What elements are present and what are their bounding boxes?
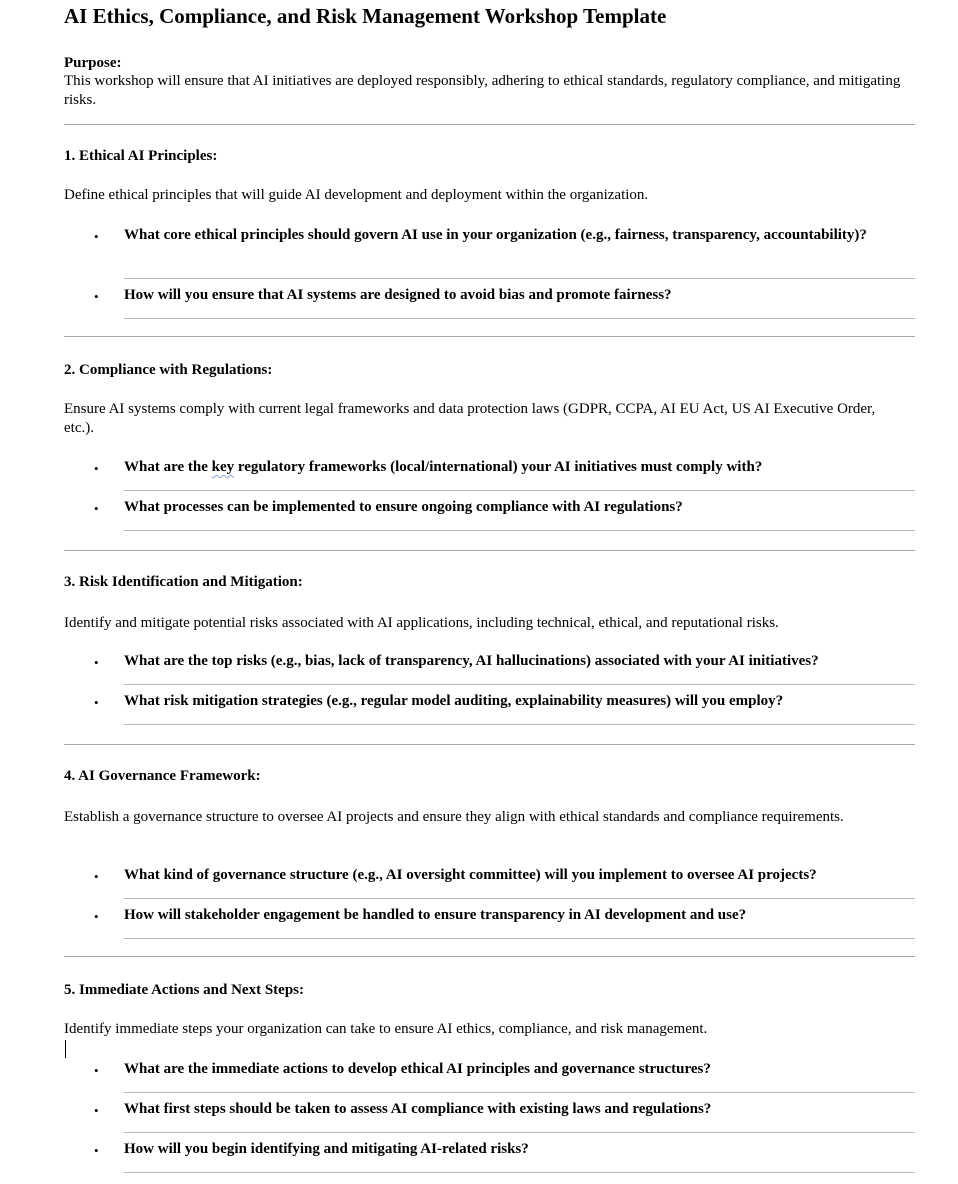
question-4-1: What kind of governance structure (e.g., AI oversight committee) will you implement to oversee AI projects? bbox=[124, 867, 817, 883]
bullet: • bbox=[94, 909, 99, 924]
answer-line-4-2[interactable] bbox=[124, 938, 915, 939]
section-1-description: Define ethical principles that will guide AI development and deployment within the organization. bbox=[64, 187, 649, 203]
question-4-2: How will stakeholder engagement be handled to ensure transparency in AI development and use? bbox=[124, 907, 747, 923]
question-1-2: How will you ensure that AI systems are designed to avoid bias and promote fairness? bbox=[124, 287, 672, 303]
bullet: • bbox=[94, 1103, 99, 1118]
section-divider bbox=[64, 956, 915, 957]
answer-line-5-3[interactable] bbox=[124, 1172, 915, 1173]
question-2-2: What processes can be implemented to ensure ongoing compliance with AI regulations? bbox=[124, 499, 683, 515]
section-4-description: Establish a governance structure to oversee AI projects and ensure they align with ethical standards and compliance requirements. bbox=[64, 809, 844, 825]
section-4-title: 4. AI Governance Framework: bbox=[64, 768, 261, 784]
document-title: AI Ethics, Compliance, and Risk Management Workshop Template bbox=[64, 4, 667, 28]
answer-line-1-2[interactable] bbox=[124, 318, 915, 319]
question-2-1-prefix: What are the bbox=[124, 459, 212, 475]
section-5-title: 5. Immediate Actions and Next Steps: bbox=[64, 982, 304, 998]
section-2-description: Ensure AI systems comply with current legal frameworks and data protection laws (GDPR, CCPA, AI EU Act, US AI Executive Order, etc.). bbox=[64, 401, 876, 436]
question-2-1-suffix: regulatory frameworks (local/international) your AI initiatives must comply with? bbox=[234, 459, 763, 475]
bullet: • bbox=[94, 461, 99, 476]
bullet: • bbox=[94, 1143, 99, 1158]
question-2-1 bbox=[124, 457, 924, 477]
answer-line-4-1[interactable] bbox=[124, 898, 915, 899]
bullet: • bbox=[94, 869, 99, 884]
answer-line-5-1[interactable] bbox=[124, 1092, 915, 1093]
section-divider bbox=[64, 124, 915, 125]
answer-line-3-1[interactable] bbox=[124, 684, 915, 685]
bullet: • bbox=[94, 289, 99, 304]
bullet: • bbox=[94, 1063, 99, 1078]
question-5-2: What first steps should be taken to assess AI compliance with existing laws and regulations? bbox=[124, 1101, 712, 1117]
bullet: • bbox=[94, 695, 99, 710]
answer-line-5-2[interactable] bbox=[124, 1132, 915, 1133]
question-3-1: What are the top risks (e.g., bias, lack of transparency, AI hallucinations) associated with your AI initiatives? bbox=[124, 653, 819, 669]
question-3-2: What risk mitigation strategies (e.g., regular model auditing, explainability measures) will you employ? bbox=[124, 693, 784, 709]
section-divider bbox=[64, 336, 915, 337]
section-divider bbox=[64, 744, 915, 745]
section-3-description: Identify and mitigate potential risks associated with AI applications, including technical, ethical, and reputational risks. bbox=[64, 615, 779, 631]
purpose-label: Purpose: bbox=[64, 55, 122, 71]
question-1-1: What core ethical principles should govern AI use in your organization (e.g., fairness, transparency, accountability)? bbox=[124, 227, 867, 243]
question-5-1: What are the immediate actions to develop ethical AI principles and governance structures? bbox=[124, 1061, 711, 1077]
section-3-title: 3. Risk Identification and Mitigation: bbox=[64, 574, 303, 590]
answer-line-2-1[interactable] bbox=[124, 490, 915, 491]
section-2-title: 2. Compliance with Regulations: bbox=[64, 362, 273, 378]
answer-line-3-2[interactable] bbox=[124, 724, 915, 725]
answer-line-1-1[interactable] bbox=[124, 278, 915, 279]
bullet: • bbox=[94, 501, 99, 516]
text-cursor bbox=[65, 1040, 66, 1058]
spellcheck-flag[interactable]: key bbox=[211, 459, 235, 475]
section-divider bbox=[64, 550, 915, 551]
section-5-description: Identify immediate steps your organization can take to ensure AI ethics, compliance, and risk management. bbox=[64, 1021, 708, 1037]
bullet: • bbox=[94, 229, 99, 244]
answer-line-2-2[interactable] bbox=[124, 530, 915, 531]
section-1-title: 1. Ethical AI Principles: bbox=[64, 148, 218, 164]
question-5-3: How will you begin identifying and mitigating AI-related risks? bbox=[124, 1141, 529, 1157]
purpose-text: This workshop will ensure that AI initiatives are deployed responsibly, adhering to ethical standards, regulatory compliance, and mitigating risks. bbox=[64, 73, 901, 108]
bullet: • bbox=[94, 655, 99, 670]
